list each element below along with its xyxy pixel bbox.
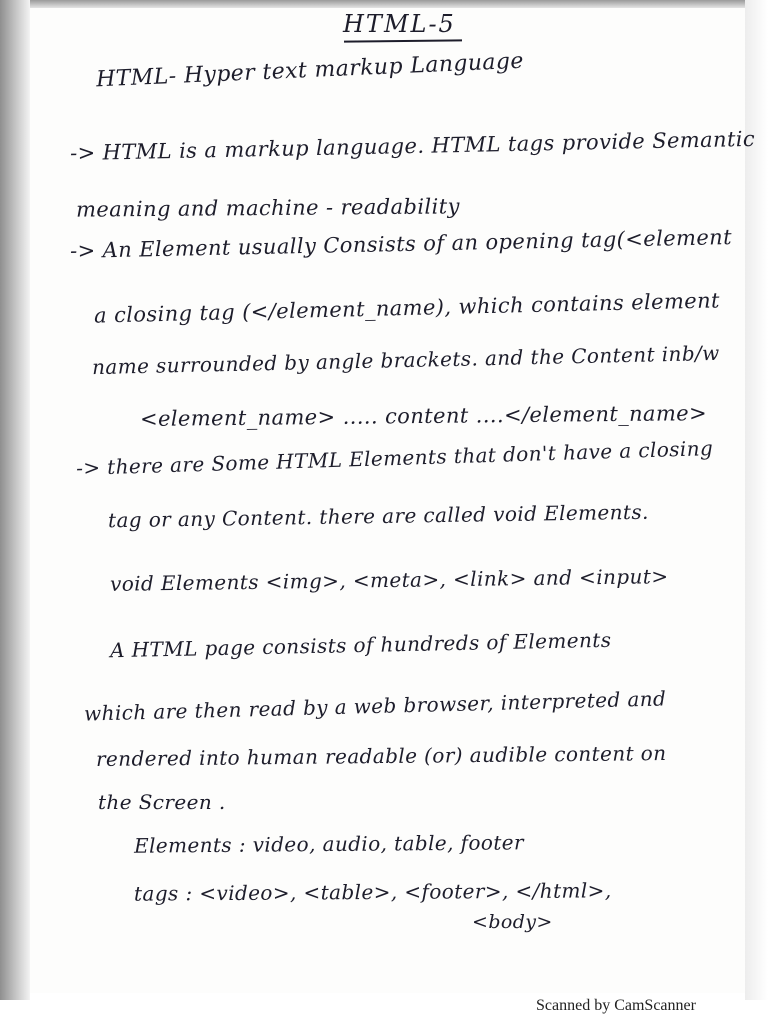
scanner-watermark: Scanned by CamScanner: [536, 997, 696, 1014]
note-line: name surrounded by angle brackets. and the Content inb/w: [91, 340, 720, 380]
note-line-definition: HTML- Hyper text markup Language: [95, 48, 525, 93]
notebook-sheet: [30, 8, 756, 993]
page-title: HTML-5: [343, 10, 456, 38]
note-line-tags-cont: <body>: [472, 911, 553, 933]
note-line-bullet-3: -> there are Some HTML Elements that don't have a closing: [75, 435, 714, 481]
note-line-syntax: <element_name> ..... content ....</element_name>: [139, 401, 708, 431]
note-line: a closing tag (</element_name), which contains element: [93, 288, 721, 328]
note-line-bullet-2: -> An Element usually Consists of an opening tag(<element: [69, 225, 733, 263]
note-line: meaning and machine - readability: [75, 194, 460, 222]
note-line: tag or any Content. there are called void Elements.: [107, 499, 649, 533]
note-line: rendered into human readable (or) audible content on: [95, 741, 667, 771]
title-underline: [344, 39, 462, 42]
page-binding-shadow: [0, 0, 30, 1000]
note-line: the Screen .: [98, 790, 226, 814]
note-line: A HTML page consists of hundreds of Elements: [109, 627, 612, 663]
note-line-tags: tags : <video>, <table>, <footer>, </html>,: [133, 878, 612, 906]
note-line-elements: Elements : video, audio, table, footer: [133, 830, 525, 858]
note-line-void-list: void Elements <img>, <meta>, <link> and <input>: [109, 564, 669, 596]
note-line: which are then read by a web browser, interpreted and: [83, 686, 667, 726]
note-line-bullet-1: -> HTML is a markup language. HTML tags provide Semantic: [69, 126, 756, 166]
